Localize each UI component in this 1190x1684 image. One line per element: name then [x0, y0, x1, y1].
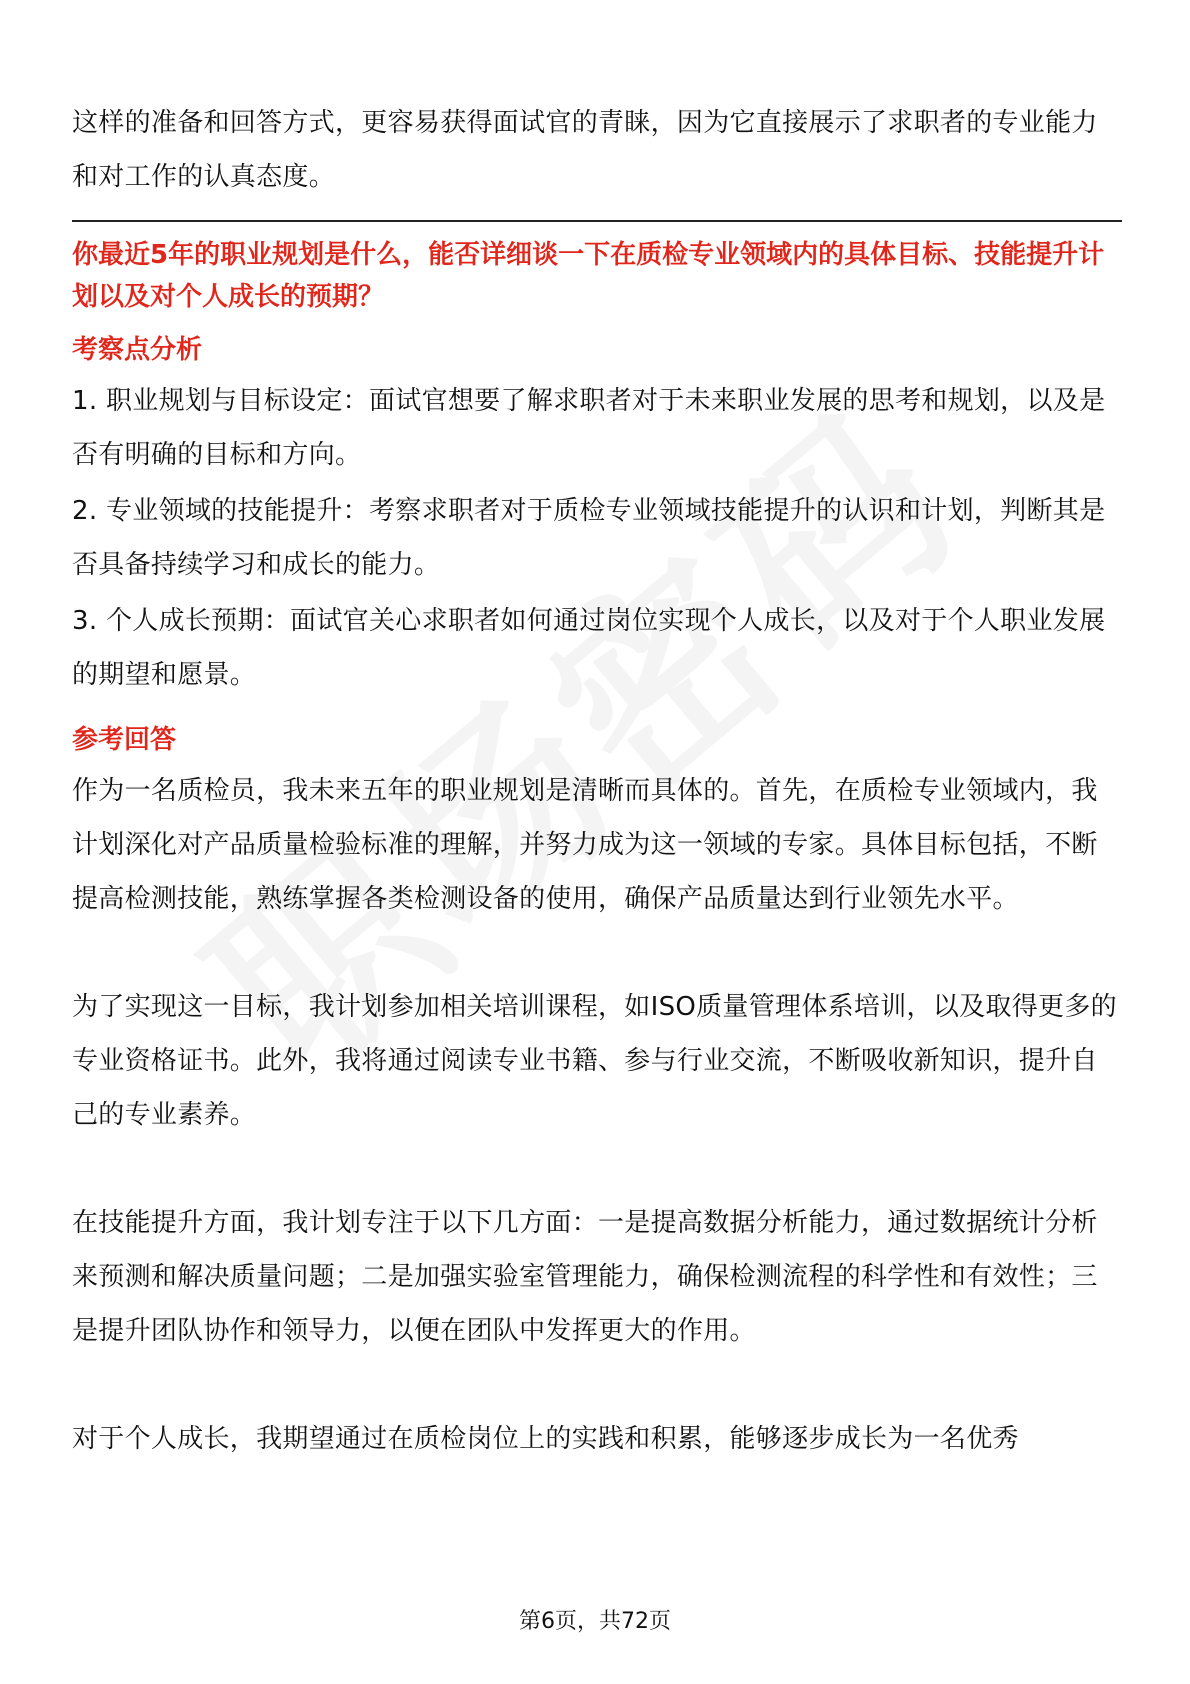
section-divider — [72, 220, 1122, 222]
document-page — [72, 96, 1122, 1466]
intro-paragraph: 这样的准备和回答方式，更容易获得面试官的青睐，因为它直接展示了求职者的专业能力和对工作的认真态度。 — [72, 108, 1098, 192]
page-number: 第6页，共72页 — [519, 1609, 671, 1634]
analysis-heading: 考察点分析 — [72, 335, 203, 365]
answer-body — [72, 764, 1122, 1466]
answer-paragraph: 对于个人成长，我期望通过在质检岗位上的实践和积累，能够逐步成长为一名优秀 — [72, 1424, 1019, 1454]
answer-paragraph: 在技能提升方面，我计划专注于以下几方面：一是提高数据分析能力，通过数据统计分析来预测和解决质量问题；二是加强实验室管理能力，确保检测流程的科学性和有效性；三是提升团队协作和领导力，以便在团队中发挥更大的作用。 — [72, 1208, 1098, 1346]
interview-question: 你最近5年的职业规划是什么，能否详细谈一下在质检专业领域内的具体目标、技能提升计划以及对个人成长的预期？ — [72, 240, 1105, 312]
answer-paragraph: 作为一名质检员，我未来五年的职业规划是清晰而具体的。首先，在质检专业领域内，我计划深化对产品质量检验标准的理解，并努力成为这一领域的专家。具体目标包括，不断提高检测技能，熟练掌握各类检测设备的使用，确保产品质量达到行业领先水平。 — [72, 776, 1098, 914]
analysis-point: 3. 个人成长预期：面试官关心求职者如何通过岗位实现个人成长，以及对于个人职业发展的期望和愿景。 — [72, 606, 1106, 690]
answer-heading: 参考回答 — [72, 725, 177, 755]
analysis-points — [72, 374, 1122, 702]
answer-paragraph: 为了实现这一目标，我计划参加相关培训课程，如ISO质量管理体系培训，以及取得更多的专业资格证书。此外，我将通过阅读专业书籍、参与行业交流，不断吸收新知识，提升自己的专业素养。 — [72, 992, 1117, 1130]
analysis-point: 2. 专业领域的技能提升：考察求职者对于质检专业领域技能提升的认识和计划，判断其是否具备持续学习和成长的能力。 — [72, 496, 1106, 580]
analysis-point: 1. 职业规划与目标设定：面试官想要了解求职者对于未来职业发展的思考和规划，以及是否有明确的目标和方向。 — [72, 386, 1106, 470]
